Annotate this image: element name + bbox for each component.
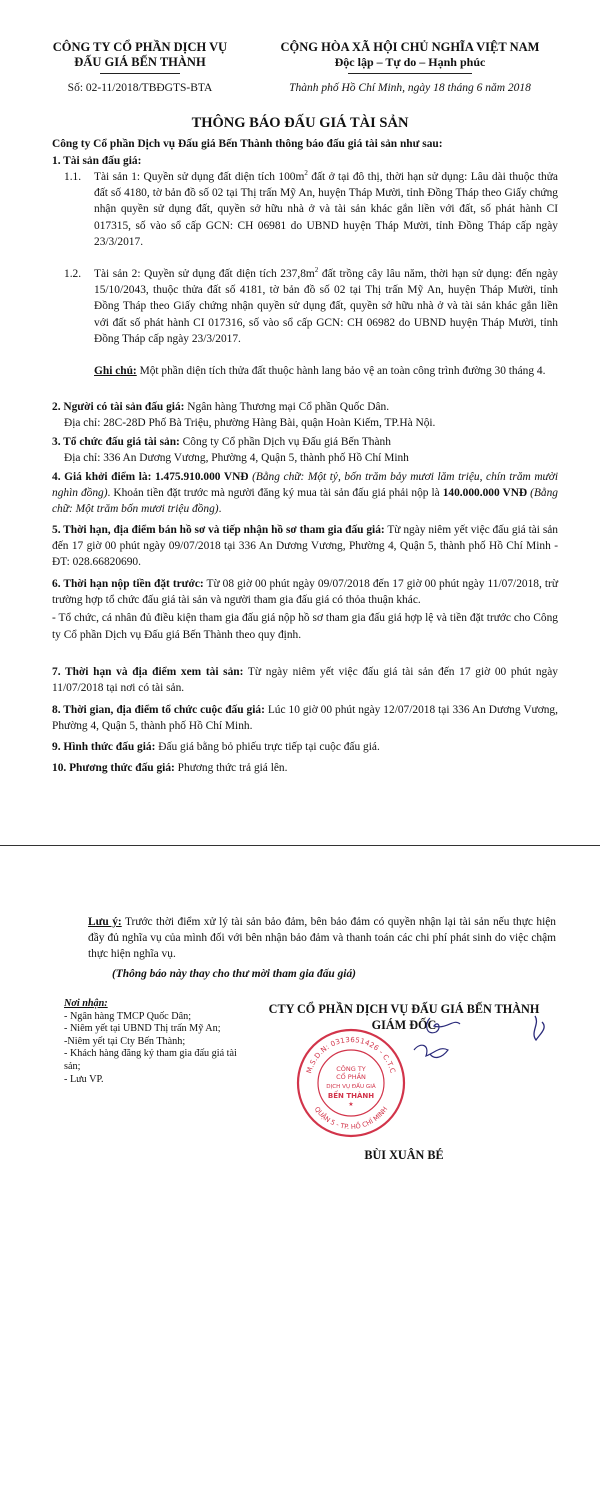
section-2-label: 2. Người có tài sản đấu giá:: [52, 401, 185, 413]
section-9-label: 9. Hình thức đấu giá:: [52, 741, 156, 753]
section-7-label: 7. Thời hạn và địa điểm xem tài sản:: [52, 666, 244, 678]
item-1-1-number: 1.1.: [64, 171, 82, 183]
signer-position: GIÁM ĐỐC: [371, 1018, 437, 1032]
seal-line-1: CÔNG TY: [336, 1065, 366, 1073]
section-6-label: 6. Thời hạn nộp tiền đặt trước:: [52, 578, 204, 590]
section-8: 8. Thời gian, địa điểm tổ chức cuộc đấu giá: Lúc 10 giờ 00 phút ngày 12/07/2018 tại 336 An Dương Vương, Phường 4, Quận 5, thành phố Hồ Chí Minh.: [52, 704, 558, 733]
seal-line-3: DỊCH VỤ ĐẤU GIÁ: [326, 1084, 376, 1090]
seal-line-4: BẾN THÀNH: [327, 1092, 375, 1100]
recipient-item: - Khách hàng đăng ký tham gia đấu giá tài sản;: [64, 1048, 237, 1072]
section-1-heading: 1. Tài sản đấu giá:: [52, 155, 142, 167]
handwritten-signature: [390, 1010, 560, 1090]
seal-top-text: M.S.D.N: 0313651426 - C.T.C: [305, 1035, 397, 1075]
company-name-line2: ĐẤU GIÁ BẾN THÀNH: [74, 55, 206, 69]
security-note-label: Lưu ý:: [88, 916, 122, 928]
seal-bottom-text: QUẬN 5 - TP. HỒ CHÍ MINH: [312, 1105, 390, 1132]
deposit-amount: 140.000.000 VNĐ: [442, 487, 528, 500]
recipient-item: - Ngân hàng TMCP Quốc Dân;: [64, 1010, 192, 1022]
page-break-line: [0, 845, 600, 846]
recipients-heading: Nơi nhận:: [64, 998, 108, 1009]
note-label: Ghi chú:: [94, 365, 137, 377]
motto-underline: [348, 73, 472, 74]
recipients-block: [64, 998, 244, 1086]
recipient-item: -Niêm yết tại Cty Bến Thành;: [64, 1035, 186, 1047]
section-10-label: 10. Phương thức đấu giá:: [52, 762, 175, 774]
svg-text:QUẬN 5 - TP. HỒ CHÍ MINH: [313, 1105, 389, 1131]
doc-number: Số: 02-11/2018/TBĐGTS-BTA: [67, 82, 213, 94]
signer-company: CTY CỔ PHẦN DỊCH VỤ ĐẤU GIÁ BẾN THÀNH: [268, 1002, 540, 1016]
section-3: 3. Tổ chức đấu giá tài sản: Công ty Cổ phần Dịch vụ Đấu giá Bến Thành Địa chỉ: 336 An Dương Vương, Phường 4, Quận 5, thành phố Hồ Chí Minh: [52, 434, 558, 466]
nation-line1: CỘNG HÒA XÃ HỘI CHỦ NGHĨA VIỆT NAM: [280, 40, 540, 54]
place-date: Thành phố Hồ Chí Minh, ngày 18 tháng 6 năm 2018: [289, 82, 531, 94]
section-10: 10. Phương thức đấu giá: Phương thức trả giá lên.: [52, 762, 288, 774]
item-1-1-text: Tài sản 1: Quyền sử dụng đất diện tích $100m^2$ đất ở tại đô thị, thời hạn sử dụng: Lâu dài thuộc thửa đất số 4180, tờ bản đồ số 02 tại Thị trấn Mỹ An, huyện Tháp Mười, tỉnh Đồng Tháp theo Giấy chứng nhận quyền sử dụng đất, quyền sở hữu nhà ở và tài sản khác gắn liền với đất, số phát hành CI 017315, số vào sổ cấp GCN: CH 06981 do UBND huyện Tháp Mười, tỉnh Đồng Tháp cấp ngày 23/3/2017.: [94, 169, 558, 248]
section-3-label: 3. Tổ chức đấu giá tài sản:: [52, 436, 180, 448]
section-7: 7. Thời hạn và địa điểm xem tài sản: Từ ngày niêm yết việc đấu giá tài sản đến 17 giờ 00 phút ngày 11/07/2018 tại nơi có tài sản.: [52, 666, 558, 695]
nation-line2: Độc lập – Tự do – Hạnh phúc: [334, 55, 486, 69]
section-8-label: 8. Thời gian, địa điểm tổ chức cuộc đấu giá:: [52, 704, 265, 716]
section-6: 6. Thời hạn nộp tiền đặt trước: Từ 08 giờ 00 phút ngày 09/07/2018 đến 17 giờ 00 phút ngày 11/07/2018, trừ trường hợp tổ chức đấu giá tài sản và người tham gia đấu giá có thỏa thuận khác. - Tổ chức, cá nhân đủ điều kiện tham gia đấu giá nộp hồ sơ tham gia đấu giá hợp lệ và tiền đặt trước cho Công ty Cổ phần Dịch vụ Đấu giá Bến Thành theo quy định.: [52, 576, 558, 643]
section-4: 4. Giá khởi điểm là: 1.475.910.000 VNĐ (Bằng chữ: Một tỷ, bốn trăm bảy mươi lăm triệu, chín trăm mười nghìn đồng). Khoản tiền đặt trước mà người đăng ký mua tài sản đấu giá phải nộp là 140.000.000 VNĐ (Bằng chữ: Một trăm bốn mươi triệu đồng).: [52, 471, 559, 516]
seal-star-icon: ★: [348, 1102, 354, 1108]
company-name: [40, 40, 240, 70]
company-name-line1: CÔNG TY CỔ PHẦN DỊCH VỤ: [52, 40, 228, 54]
section-9: 9. Hình thức đấu giá: Đấu giá bằng bỏ phiếu trực tiếp tại cuộc đấu giá.: [52, 741, 380, 753]
intro-line: Công ty Cổ phần Dịch vụ Đấu giá Bến Thành thông báo đấu giá tài sản như sau:: [52, 138, 443, 150]
recipient-item: - Lưu VP.: [64, 1073, 104, 1085]
replace-invitation-note: (Thông báo này thay cho thư mời tham gia đấu giá): [112, 968, 356, 980]
company-underline: [100, 73, 180, 74]
page-title: THÔNG BÁO ĐẤU GIÁ TÀI SẢN: [191, 115, 409, 131]
section-6-extra: - Tổ chức, cá nhân đủ điều kiện tham gia đấu giá nộp hồ sơ tham gia đấu giá hợp lệ và tiền đặt trước cho Công ty Cổ phần Dịch vụ Đấu giá Bến Thành theo quy định.: [52, 612, 558, 641]
national-header: [240, 40, 580, 70]
seal-line-2: CỔ PHẦN: [336, 1073, 366, 1081]
security-note: Lưu ý: Trước thời điểm xử lý tài sản bảo đảm, bên bảo đảm có quyền nhận lại tài sản nếu thực hiện đầy đủ nghĩa vụ của mình đối với bên nhận bảo đảm và thanh toán các chi phí phát sinh do việc chậm thực hiện nghĩa vụ.: [88, 916, 556, 961]
section-5-label: 5. Thời hạn, địa điểm bán hồ sơ và tiếp nhận hồ sơ tham gia đấu giá:: [52, 524, 385, 536]
section-2: 2. Người có tài sản đấu giá: Ngân hàng Thương mại Cổ phần Quốc Dân. Địa chỉ: 28C-28D Phố Bà Triệu, phường Hàng Bài, quận Hoàn Kiếm, TP.Hà Nội.: [52, 399, 558, 431]
item-1-note: Ghi chú: Một phần diện tích thửa đất thuộc hành lang bảo vệ an toàn công trình đường 30 tháng 4.: [94, 365, 546, 377]
signer-name: BÙI XUÂN BÉ: [364, 1148, 444, 1162]
section-4-label: 4. Giá khởi điểm là: 1.475.910.000 VNĐ: [52, 471, 249, 483]
item-1-2-text: Tài sản 2: Quyền sử dụng đất diện tích $237,8m^2$ đất trồng cây lâu năm, thời hạn sử dụng: đến ngày 15/10/2043, thuộc thửa đất số 4181, tờ bản đồ số 02 tại Thị trấn Mỹ An, huyện Tháp Mười, tỉnh Đồng Tháp theo Giấy chứng nhận quyền sử dụng đất, quyền sở hữu nhà ở và tài sản khác gắn liền với đất số phát hành CI 017316, số vào sổ cấp GCN: CH 06982 do UBND huyện Tháp Mười, tỉnh Đồng Tháp cấp ngày 23/3/2017.: [94, 266, 558, 345]
section-2-address: Địa chỉ: 28C-28D Phố Bà Triệu, phường Hàng Bài, quận Hoàn Kiếm, TP.Hà Nội.: [64, 417, 436, 430]
section-5: 5. Thời hạn, địa điểm bán hồ sơ và tiếp nhận hồ sơ tham gia đấu giá: Từ ngày niêm yết việc đấu giá tài sản đến 17 giờ 00 phút ngày 09/07/2018 tại 336 An Dương Vương, Phường 4, Quận 5, thành phố Hồ Chí Minh - ĐT: 028.66820690.: [52, 524, 558, 569]
item-1-2-number: 1.2.: [64, 268, 82, 280]
recipient-item: - Niêm yết tại UBND Thị trấn Mỹ An;: [64, 1023, 221, 1035]
section-3-address: Địa chỉ: 336 An Dương Vương, Phường 4, Quận 5, thành phố Hồ Chí Minh: [64, 452, 409, 465]
